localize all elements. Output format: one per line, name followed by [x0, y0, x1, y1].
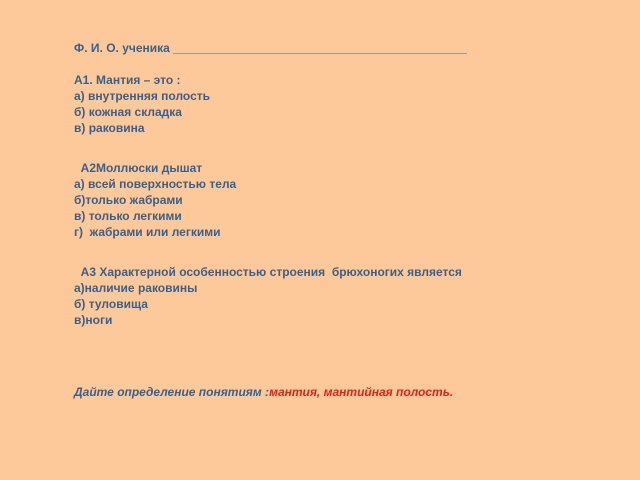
question-prompt: А2Моллюски дышат: [74, 161, 203, 175]
answer-option: б) кожная складка: [74, 105, 182, 119]
answer-option: а) внутренняя полость: [74, 89, 211, 103]
answer-option: в) раковина: [74, 121, 145, 135]
answer-option: а) всей поверхностью тела: [74, 177, 237, 191]
spacer: [74, 328, 614, 384]
question-a3: [74, 264, 614, 328]
question-prompt: А3 Характерной особенностью строения брюхоногих является: [74, 265, 462, 279]
definition-task-label: Дайте определение понятиям :: [74, 385, 270, 399]
answer-option: в)ноги: [74, 313, 113, 327]
definition-task-terms: мантия, мантийная полость.: [269, 385, 454, 399]
answer-option: б)только жабрами: [74, 193, 183, 207]
student-name-line: Ф. И. О. ученика ____________________________________________: [74, 41, 467, 55]
answer-option: г) жабрами или легкими: [74, 225, 221, 239]
answer-option: б) туловища: [74, 297, 148, 311]
definition-task: [74, 384, 614, 400]
question-prompt: А1. Мантия – это :: [74, 73, 181, 87]
question-a1: [74, 72, 614, 136]
answer-option: а)наличие раковины: [74, 281, 198, 295]
worksheet: [74, 40, 614, 400]
answer-option: в) только легкими: [74, 209, 182, 223]
spacer: [74, 240, 614, 264]
spacer: [74, 56, 614, 72]
question-a2: [74, 160, 614, 240]
spacer: [74, 136, 614, 160]
